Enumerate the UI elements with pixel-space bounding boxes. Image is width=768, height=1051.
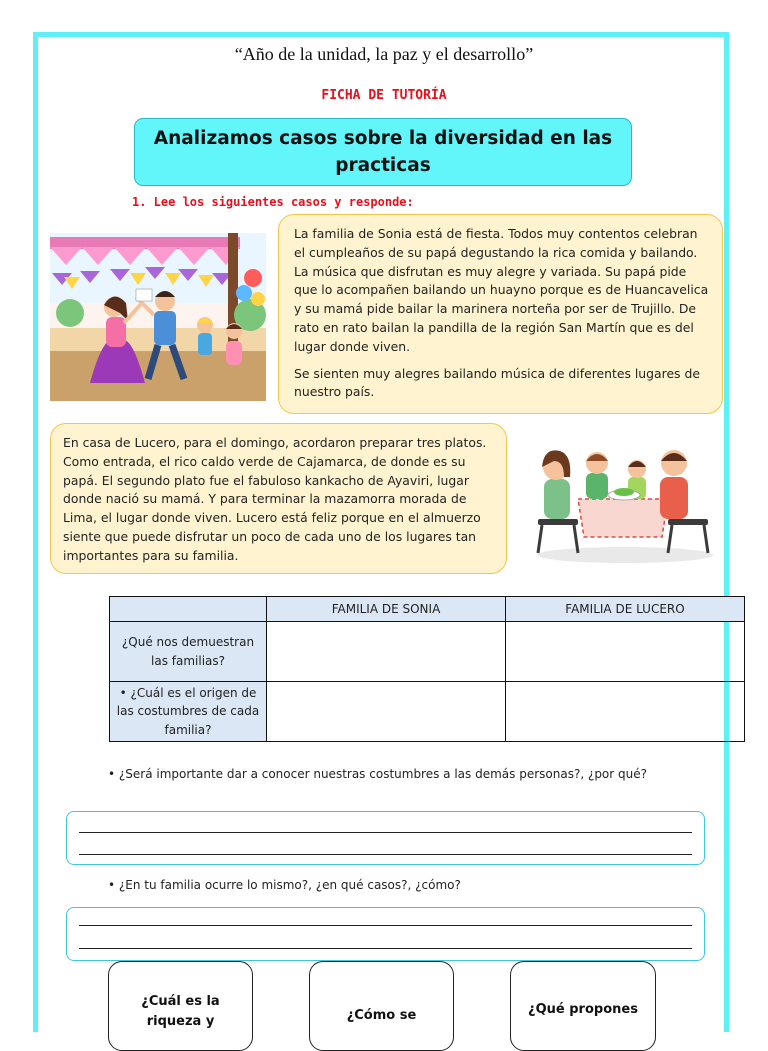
answer-line	[79, 925, 692, 926]
table-header-empty	[110, 597, 267, 622]
table-header-lucero: FAMILIA DE LUCERO	[506, 597, 745, 622]
table-row-question: • ¿Cuál es el origen de las costumbres de cada familia?	[110, 682, 267, 742]
table-cell-answer[interactable]	[267, 622, 506, 682]
year-motto: “Año de la unidad, la paz y el desarrollo”	[234, 44, 534, 64]
case-sonia-conclusion: Se sienten muy alegres bailando música de diferentes lugares de nuestro país.	[294, 365, 700, 400]
family-party-illustration	[50, 233, 266, 401]
question-family: • ¿En tu familia ocurre lo mismo?, ¿en qué casos?, ¿cómo?	[108, 878, 461, 892]
answer-line	[79, 948, 692, 949]
question-importance: • ¿Será importante dar a conocer nuestras costumbres a las demás personas?, ¿por qué?	[108, 767, 647, 781]
case-lucero-paragraph: En casa de Lucero, para el domingo, acordaron preparar tres platos. Como entrada, el rico caldo verde de Cajamarca, de donde es su papá. El segundo plato fue el fabuloso kankacho de Ayaviri, lugar donde nació su mamá. Y para terminar la mazamorra morada de Lima, el lugar donde viven. Lucero está feliz porque en el almuerzo siente que puede disfrutar un poco de cada uno de los lugares tan importantes para su familia.	[63, 435, 487, 563]
question-card-label: ¿Qué propones	[528, 1002, 638, 1017]
case-lucero-box	[50, 423, 507, 574]
answer-line	[79, 854, 692, 855]
sheet-label: FICHA DE TUTORÍA	[321, 88, 447, 103]
table-row	[110, 622, 745, 682]
question-card-how	[309, 961, 454, 1051]
answer-box-family[interactable]	[66, 907, 705, 961]
answer-box-importance[interactable]	[66, 811, 705, 865]
table-row	[110, 682, 745, 742]
answer-line	[79, 832, 692, 833]
page-title-text: Analizamos casos sobre la diversidad en las practicas	[153, 128, 613, 176]
table-cell-answer[interactable]	[506, 622, 745, 682]
question-card-propose	[510, 961, 656, 1051]
table-header-sonia: FAMILIA DE SONIA	[267, 597, 506, 622]
case-sonia-box	[278, 214, 723, 414]
table-cell-answer[interactable]	[506, 682, 745, 742]
table-cell-answer[interactable]	[267, 682, 506, 742]
question-card-label: ¿Cómo se	[346, 1008, 417, 1023]
instruction-heading: 1. Lee los siguientes casos y responde:	[132, 195, 414, 209]
family-meal-illustration	[530, 437, 716, 567]
page-title	[134, 118, 632, 186]
comparison-table	[109, 596, 745, 742]
question-card-richness	[108, 961, 253, 1051]
question-card-label: ¿Cuál es la riqueza y	[141, 994, 220, 1029]
table-header-row	[110, 597, 745, 622]
case-sonia-paragraph: La familia de Sonia está de fiesta. Todos muy contentos celebran el cumpleaños de su papá degustando la rica comida y bailando. La música que disfrutan es muy alegre y variada. Su papá pide que lo acompañen bailando un huayno porque es de Huancavelica y su mamá pide bailar la marinera norteña por ser de Trujillo. De rato en rato bailan la pandilla de la región San Martín que es del lugar donde viven.	[294, 226, 709, 354]
table-row-question: ¿Qué nos demuestran las familias?	[110, 622, 267, 682]
